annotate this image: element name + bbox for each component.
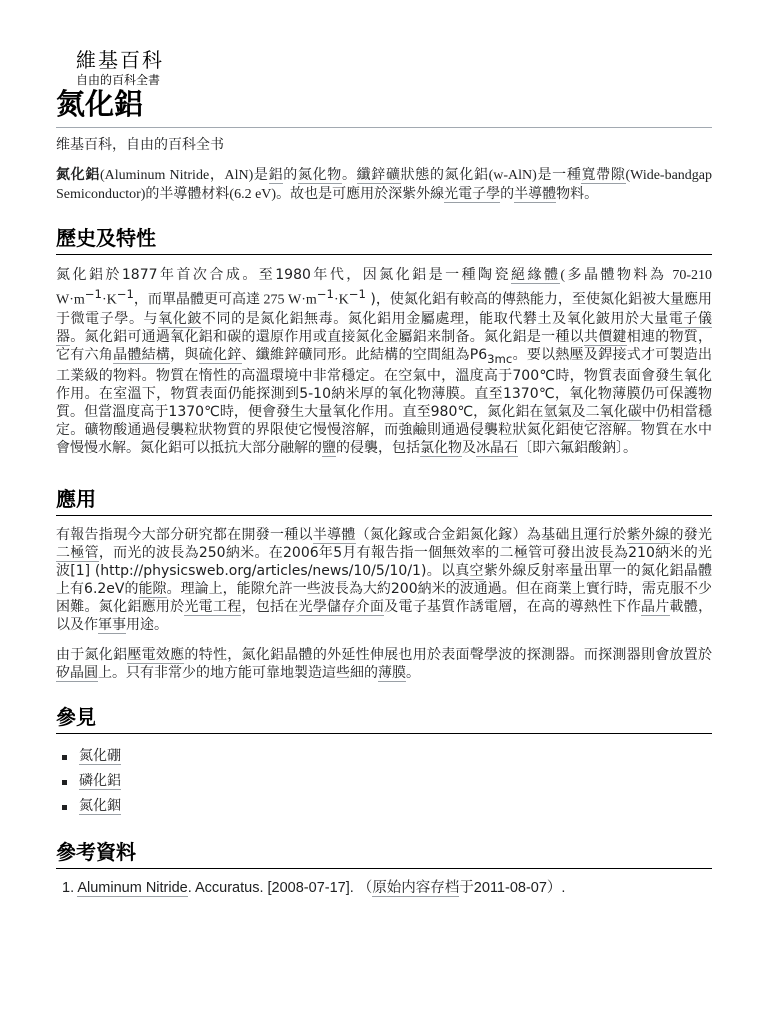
list-item bbox=[56, 794, 121, 819]
link-photonics[interactable]: 光電工程 bbox=[184, 599, 242, 615]
link-covalent-bond[interactable]: 共價鍵 bbox=[583, 328, 627, 345]
link-chloride[interactable]: 氯化物 bbox=[420, 440, 462, 457]
intro-paragraph: 氮化鋁(Aluminum Nitride，AlN)是鋁的氮化物。纖鋅礦狀態的氮化鋁(w-AlN)是一種寬帶隙(Wide-bandgap Semiconductor)的半導體材料(6.2 eV)。故也是可應用於深紫外線光電子學的半導體物料。 bbox=[56, 167, 713, 202]
applications-paragraph-2: 由于氮化鋁壓電效應的特性，氮化鋁晶體的外延性伸展也用於表面聲學波的探測器。而探測器則會放置於矽晶圓上。只有非常少的地方能可靠地製造這些細的薄膜。 bbox=[56, 647, 713, 681]
link-semiconductor[interactable]: 半導體 bbox=[514, 186, 557, 202]
see-also-link-indium-nitride[interactable]: 氮化銦 bbox=[79, 798, 121, 814]
site-logo[interactable] bbox=[76, 49, 164, 87]
section-heading-see-also: 參見 bbox=[56, 701, 712, 734]
section-heading-history: 歷史及特性 bbox=[56, 222, 712, 255]
link-ultraviolet[interactable]: 紫外線 bbox=[626, 527, 670, 543]
title-divider bbox=[56, 127, 712, 128]
link-chip[interactable]: 晶片 bbox=[640, 599, 670, 615]
link-crystal-structure[interactable]: 晶體結構 bbox=[113, 346, 171, 363]
archive-link[interactable]: 原始内容存档 bbox=[372, 880, 460, 896]
see-also-list bbox=[56, 744, 121, 819]
logo-name: 維基百科 bbox=[76, 48, 164, 72]
link-nitride[interactable]: 氮化物 bbox=[297, 167, 342, 183]
section-heading-applications: 應用 bbox=[56, 483, 712, 516]
reference-title-link[interactable]: Aluminum Nitride bbox=[77, 880, 188, 896]
link-optoelectronics[interactable]: 光電子學 bbox=[444, 186, 501, 202]
reference-item: 1. Aluminum Nitride. Accuratus. [2008-07-17]. （原始内容存档于2011-08-07）. bbox=[62, 880, 566, 896]
link-bandgap[interactable]: 寬帶隙 bbox=[581, 167, 626, 183]
link-energy-gap[interactable]: 能隙 bbox=[138, 581, 167, 597]
link-salt[interactable]: 鹽 bbox=[322, 440, 336, 457]
link-electronic-devices[interactable]: 電子儀器 bbox=[56, 310, 713, 345]
logo-tagline: 自由的百科全書 bbox=[76, 73, 161, 87]
link-cryolite[interactable]: 冰晶石 bbox=[476, 440, 518, 457]
link-hydrogen[interactable]: 氫氣 bbox=[543, 404, 572, 421]
link-military[interactable]: 軍事 bbox=[98, 617, 126, 633]
link-thin-film[interactable]: 薄膜 bbox=[378, 665, 406, 681]
link-wavelength[interactable]: 波長 bbox=[585, 545, 614, 561]
reference-number: 1. bbox=[62, 880, 75, 896]
see-also-link-boron-nitride[interactable]: 氮化硼 bbox=[79, 748, 121, 764]
page-title: 氮化鋁 bbox=[56, 87, 144, 121]
link-beryllium-oxide[interactable]: 氧化鈹 bbox=[158, 310, 202, 327]
link-optical-storage[interactable]: 光學儲存介面 bbox=[298, 599, 385, 615]
link-piezoelectric[interactable]: 壓電效應 bbox=[127, 647, 185, 663]
link-insulator[interactable]: 絕緣體 bbox=[511, 267, 561, 283]
section-heading-references: 參考資料 bbox=[56, 836, 712, 869]
list-item bbox=[56, 744, 121, 769]
intro-term: 氮化鋁 bbox=[56, 167, 100, 183]
list-item bbox=[56, 769, 121, 794]
link-wurtzite[interactable]: 纖鋅礦 bbox=[356, 167, 401, 183]
link-diode[interactable]: 二極管 bbox=[56, 545, 99, 561]
link-semiconductor-2[interactable]: 半導體 bbox=[312, 527, 356, 543]
see-also-link-aluminium-phosphide[interactable]: 磷化鋁 bbox=[79, 773, 121, 789]
link-aluminum[interactable]: 鋁 bbox=[268, 167, 284, 183]
page-subtitle: 维基百科，自由的百科全书 bbox=[56, 137, 224, 153]
link-silicon-wafer[interactable]: 矽晶圓 bbox=[56, 665, 98, 681]
link-zinc-sulfide[interactable]: 硫化鋅 bbox=[198, 346, 242, 363]
history-paragraph: 氮化鋁於1877年首次合成。至1980年代，因氮化鋁是一種陶瓷絕緣體(多晶體物料為 70-210 $W\cdot m^{-1}\cdot K^{-1}$，而單晶體更可高達 275 $W\cdot m^{-1}\cdot K^{-1}$ )，使氮化鋁有較高的傳熱能力，至使氮化鋁被大量應用于微電子學。与氧化鈹不同的是氮化鋁無毒。氮化鋁用金屬處理，能取代礬土及氧化鈹用於大量電子儀器。氮化鋁可通過氧化鋁和碳的還原作用或直接氮化金屬鋁来制备。氮化鋁是一種以共價鍵相連的物質，它有六角晶體結構，與硫化鋅、纖維鋅礦同形。此結構的空間組為$P6_{3mc}$。要以熱壓及銲接式才可製造出工業級的物料。物質在惰性的高溫環境中非常穩定。在空氣中，溫度高于700℃時，物質表面會發生氧化作用。在室溫下，物質表面仍能探測到5-10納米厚的氧化物薄膜。直至1370℃，氧化物薄膜仍可保護物質。但當溫度高于1370℃時，便會發生大量氧化作用。直至980℃，氮化鋁在氫氣及二氧化碳中仍相當穩定。礦物酸通過侵襲粒狀物質的界限使它慢慢溶解，而強鹼則通過侵襲粒狀氮化鋁使它溶解。物質在水中會慢慢水解。氮化鋁可以抵抗大部分融解的鹽的侵襲，包括氯化物及冰晶石〔即六氟鋁酸鈉〕。 bbox=[56, 267, 713, 457]
link-vacuum[interactable]: 真空 bbox=[455, 563, 484, 579]
applications-paragraph-1: 有報告指現今大部分研究都在開發一種以半導體（氮化鎵或合金鋁氮化鎵）為基础且運行於紫外線的發光二極管，而光的波長為250納米。在2006年5月有報告指一個無效率的二極管可發出波長為210納米的光波[1] (http://physicsweb.org/articles/news/10/5/10/1)。以真空紫外線反射率量出單一的氮化鋁晶體上有6.2eV的能隙。理論上，能隙允許一些波長為大約200納米的波通過。但在商業上實行時，需克服不少困難。氮化鋁應用於光電工程，包括在光學儲存介面及電子基質作誘電層，在高的導熱性下作晶片載體，以及作軍事用途。 bbox=[56, 527, 713, 633]
link-carbon-dioxide[interactable]: 二氧化碳 bbox=[585, 404, 642, 421]
